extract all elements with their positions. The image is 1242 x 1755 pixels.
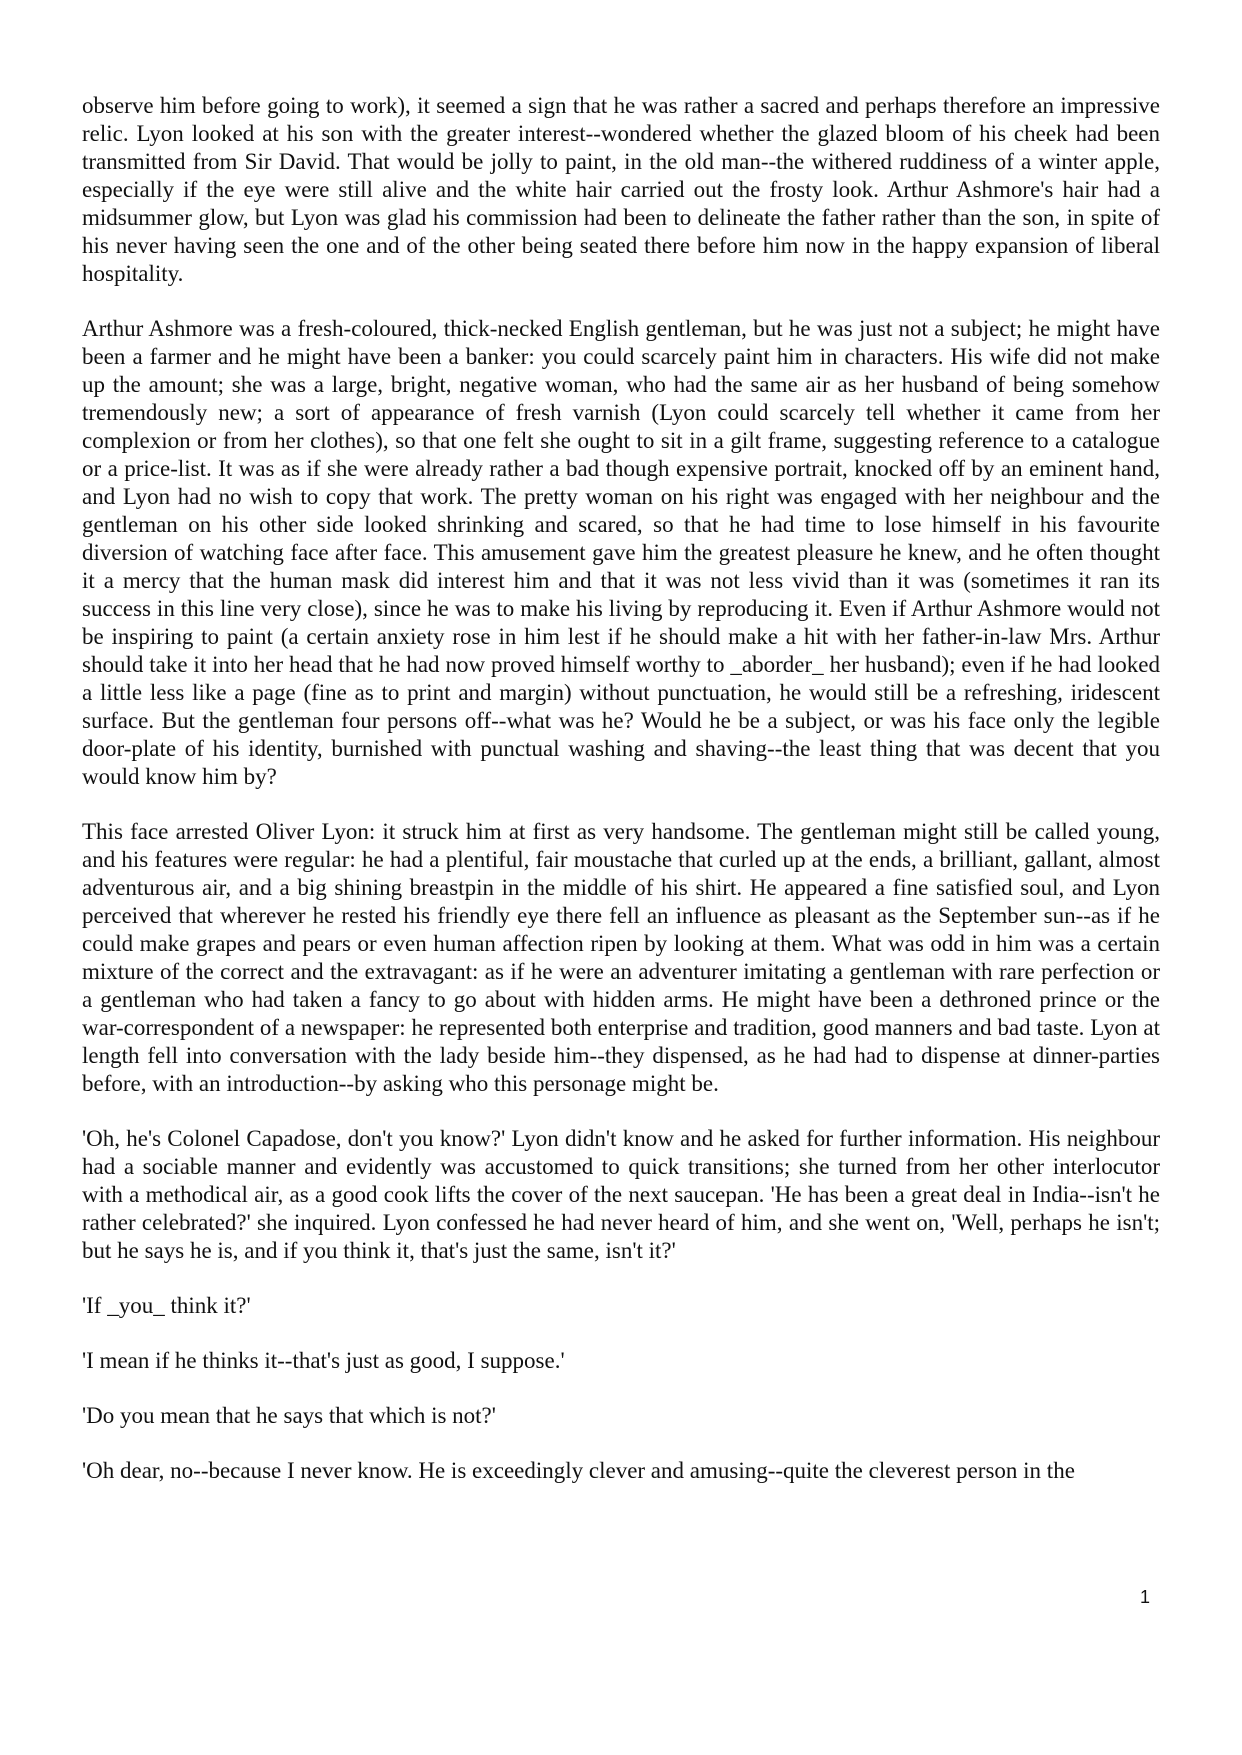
paragraph: This face arrested Oliver Lyon: it struck him at first as very handsome. The gentleman might still be called young, and his features were regular: he had a plentiful, fair moustache that curled up at the ends, a brilliant, gallant, almost adventurous air, and a big shining breastpin in the middle of his shirt. He appeared a fine satisfied soul, and Lyon perceived that wherever he rested his friendly eye there fell an influence as pleasant as the September sun--as if he could make grapes and pears or even human affection ripen by looking at them. What was odd in him was a certain mixture of the correct and the extravagant: as if he were an adventurer imitating a gentleman with rare perfection or a gentleman who had taken a fancy to go about with hidden arms. He might have been a dethroned prince or the war-correspondent of a newspaper: he represented both enterprise and tradition, good manners and bad taste. Lyon at length fell into conversation with the lady beside him--they dispensed, as he had had to dispense at dinner-parties before, with an introduction--by asking who this personage might be. [82,819,1160,1096]
paragraph: 'If _you_ think it?' [82,1293,251,1318]
paragraph: 'Oh dear, no--because I never know. He is exceedingly clever and amusing--quite the cleverest person in the [82,1458,1075,1483]
paragraph: Arthur Ashmore was a fresh-coloured, thick-necked English gentleman, but he was just not a subject; he might have been a farmer and he might have been a banker: you could scarcely paint him in characters. His wife did not make up the amount; she was a large, bright, negative woman, who had the same air as her husband of being somehow tremendously new; a sort of appearance of fresh varnish (Lyon could scarcely tell whether it came from her complexion or from her clothes), so that one felt she ought to sit in a gilt frame, suggesting reference to a catalogue or a price-list. It was as if she were already rather a bad though expensive portrait, knocked off by an eminent hand, and Lyon had no wish to copy that work. The pretty woman on his right was engaged with her neighbour and the gentleman on his other side looked shrinking and scared, so that he had time to lose himself in his favourite diversion of watching face after face. This amusement gave him the greatest pleasure he knew, and he often thought it a mercy that the human mask did interest him and that it was not less vivid than it was (sometimes it ran its success in this line very close), since he was to make his living by reproducing it. Even if Arthur Ashmore would not be inspiring to paint (a certain anxiety rose in him lest if he should make a hit with her father-in-law Mrs. Arthur should take it into her head that he had now proved himself worthy to _aborder_ her husband); even if he had looked a little less like a page (fine as to print and margin) without punctuation, he would still be a refreshing, iridescent surface. But the gentleman four persons off--what was he? Would he be a subject, or was his face only the legible door-plate of his identity, burnished with punctual washing and shaving--the least thing that was decent that you would know him by? [82,316,1160,789]
body-text [82,92,1160,1485]
page-number: 1 [1139,1587,1150,1607]
paragraph: 'I mean if he thinks it--that's just as good, I suppose.' [82,1348,565,1373]
paragraph: observe him before going to work), it seemed a sign that he was rather a sacred and perhaps therefore an impressive relic. Lyon looked at his son with the greater interest--wondered whether the glazed bloom of his cheek had been transmitted from Sir David. That would be jolly to paint, in the old man--the withered ruddiness of a winter apple, especially if the eye were still alive and the white hair carried out the frosty look. Arthur Ashmore's hair had a midsummer glow, but Lyon was glad his commission had been to delineate the father rather than the son, in spite of his never having seen the one and of the other being seated there before him now in the happy expansion of liberal hospitality. [82,93,1160,286]
paragraph: 'Oh, he's Colonel Capadose, don't you know?' Lyon didn't know and he asked for further information. His neighbour had a sociable manner and evidently was accustomed to quick transitions; she turned from her other interlocutor with a methodical air, as a good cook lifts the cover of the next saucepan. 'He has been a great deal in India--isn't he rather celebrated?' she inquired. Lyon confessed he had never heard of him, and she went on, 'Well, perhaps he isn't; but he says he is, and if you think it, that's just the same, isn't it?' [82,1126,1160,1263]
paragraph: 'Do you mean that he says that which is not?' [82,1403,496,1428]
